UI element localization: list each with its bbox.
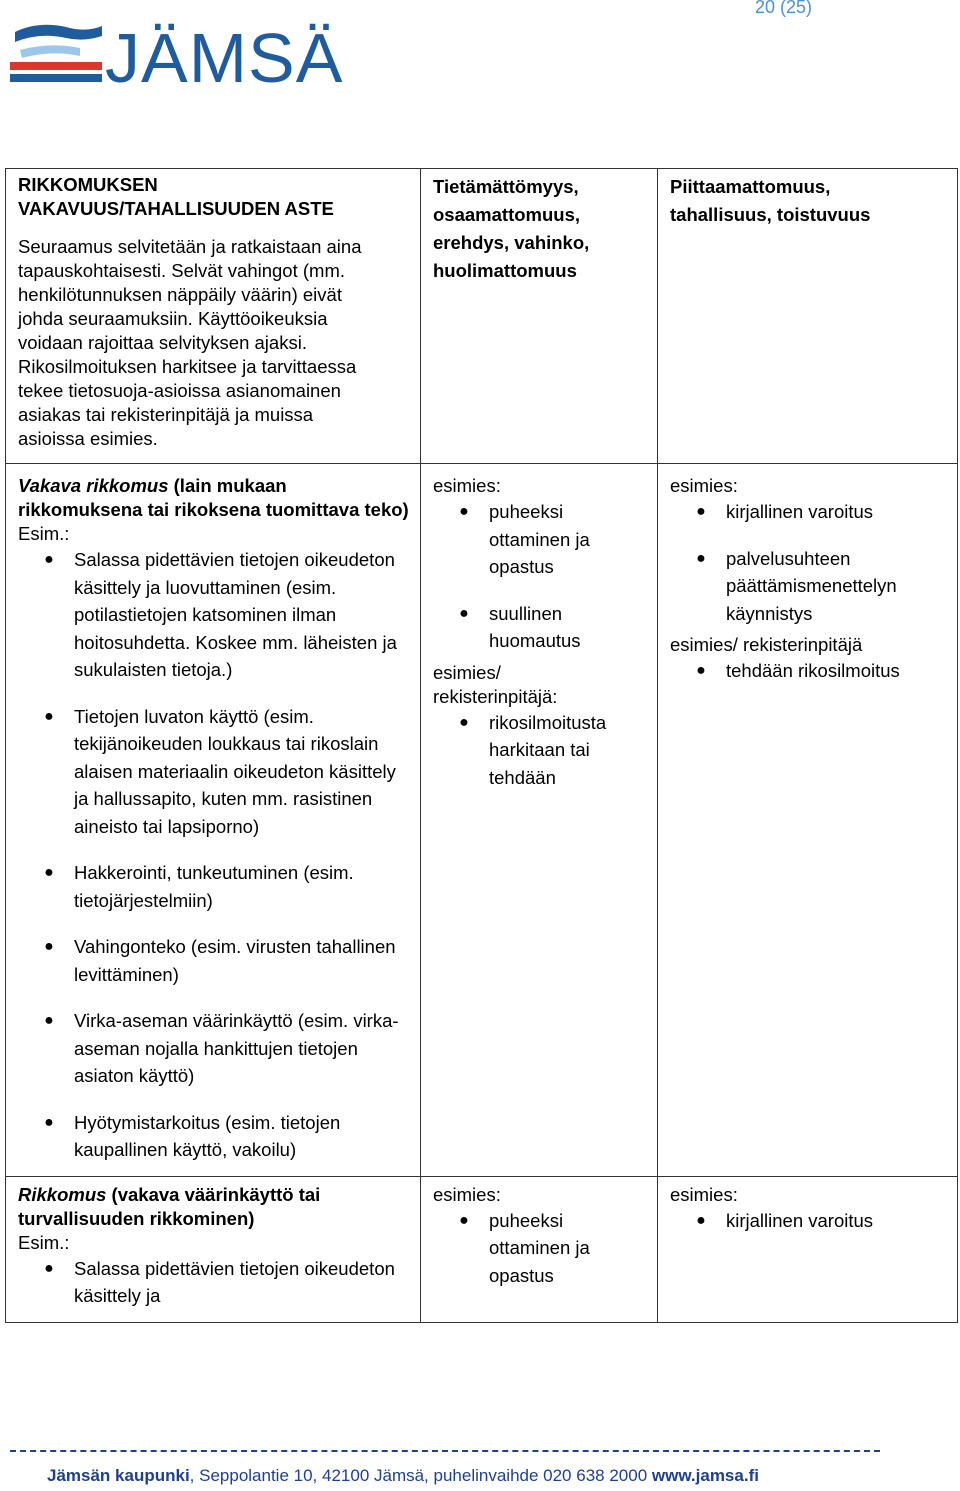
footer-city: Jämsän kaupunki [47, 1466, 190, 1485]
list-item: ● palvelusuhteen päättämismenettelyn käynnistys [670, 545, 949, 628]
bullet-icon: ● [44, 1113, 54, 1131]
bullet-icon: ● [44, 938, 54, 955]
column-header-negligence: Tietämättömyys, osaamattomuus, erehdys, vahinko, huolimattomuus [421, 169, 658, 464]
list-item: ● rikosilmoitusta harkitaan tai tehdään [433, 709, 649, 792]
serious-violation-row [6, 464, 958, 1177]
bullet-icon: ● [44, 1259, 54, 1277]
table-header-row [6, 169, 958, 464]
examples-label: Esim.: [18, 1231, 70, 1253]
bullet-icon: ● [459, 713, 469, 731]
footer [47, 1466, 759, 1486]
violation-heading: Rikkomus (vakava väärinkäyttö tai turvallisuuden rikkominen) [18, 1183, 321, 1229]
bullet-icon: ● [459, 503, 469, 520]
list-item: ● kirjallinen varoitus [670, 1207, 949, 1235]
list-item: ● Tietojen luvaton käyttö (esim. tekijänoikeuden loukkaus tai rikoslain alaisen materiaalin oikeudeton käsittely ja hallussapito, kuten mm. rasistinen aineisto tai lapsiporno) [18, 703, 412, 841]
list-item: ● Hakkerointi, tunkeutuminen (esim. tietojärjestelmiin) [18, 859, 412, 914]
bullet-icon: ● [696, 1211, 706, 1229]
list-item: ● puheeksi ottaminen ja opastus [433, 498, 649, 581]
violation-negligence-cell: esimies: ● puheeksi ottaminen ja opastus [421, 1176, 658, 1322]
jamsa-logo [10, 18, 344, 98]
list-item: ● tehdään rikosilmoitus [670, 657, 949, 685]
violation-row [6, 1176, 958, 1322]
list-item: ● Virka-aseman väärinkäyttö (esim. virka-aseman nojalla hankittujen tietojen asiaton käyttö) [18, 1007, 412, 1090]
list-item: ● Hyötymistarkoitus (esim. tietojen kaupallinen käyttö, vakoilu) [18, 1109, 412, 1164]
severity-description: Seuraamus selvitetään ja ratkaistaan aina tapauskohtaisesti. Selvät vahingot (mm. henkilötunnuksen näppäily väärin) eivät johda seuraamuksiin. Käyttöoikeuksia voidaan rajoittaa selvityksen ajaksi. Rikosilmoituksen harkitsee ja tarvittaessa tekee tietosuoja-asioissa asianomainen asiakas tai rekisterinpitäjä ja muissa asioissa esimies. [18, 236, 362, 449]
serious-violation-intentional-cell: esimies: ● kirjallinen varoitus ● palvelusuhteen päättämismenettelyn käynnistys esimies/ rekisterinpitäjä ● tehdään rikosilmoitus [658, 464, 958, 1177]
violation-intentional-cell: esimies: ● kirjallinen varoitus [658, 1176, 958, 1322]
bullet-icon: ● [696, 503, 706, 520]
severity-title: RIKKOMUKSEN VAKAVUUS/TAHALLISUUDEN ASTE [18, 174, 334, 219]
list-item: ● kirjallinen varoitus [670, 498, 949, 526]
list-item: ● Salassa pidettävien tietojen oikeudeton käsittely ja [18, 1255, 412, 1310]
bullet-icon: ● [696, 549, 706, 567]
bullet-icon: ● [44, 551, 54, 568]
footer-divider [10, 1450, 880, 1452]
bullet-icon: ● [696, 662, 706, 679]
logo-emblem-icon [10, 18, 105, 98]
serious-violation-negligence-cell: esimies: ● puheeksi ottaminen ja opastus ● suullinen huomautus esimies/ rekisterinpitäjä: ● rikosilmoitusta harkitaan tai tehdään [421, 464, 658, 1177]
bullet-icon: ● [44, 1012, 54, 1029]
examples-label: Esim.: [18, 523, 70, 544]
column-header-intentional: Piittaamattomuus, tahallisuus, toistuvuus [658, 169, 958, 464]
serious-violation-examples-cell [6, 464, 421, 1177]
bullet-icon: ● [459, 604, 469, 622]
serious-violation-example-list [18, 546, 412, 1164]
bullet-icon: ● [44, 864, 54, 881]
list-item: ● Vahingonteko (esim. virusten tahallinen levittäminen) [18, 933, 412, 988]
severity-description-cell [6, 169, 421, 464]
logo-text: JÄMSÄ [105, 19, 344, 97]
violation-severity-table [5, 168, 958, 1323]
list-item: ● Salassa pidettävien tietojen oikeudeton käsittely ja luovuttaminen (esim. potilastietojen katsominen ilman hoitosuhdetta. Koskee mm. läheisten ja sukulaisten tietoja.) [18, 546, 412, 684]
serious-violation-heading: Vakava rikkomus (lain mukaan rikkomuksena tai rikoksena tuomittava teko) [18, 475, 409, 520]
list-item: ● suullinen huomautus [433, 600, 649, 655]
list-item: ● puheeksi ottaminen ja opastus [433, 1207, 649, 1290]
page-number: 20 (25) [754, 0, 812, 17]
footer-website-link[interactable]: www.jamsa.fi [651, 1466, 759, 1485]
bullet-icon: ● [459, 1211, 469, 1229]
violation-examples-cell [6, 1176, 421, 1322]
footer-address: , Seppolantie 10, 42100 Jämsä, puhelinvaihde 020 638 2000 [189, 1466, 652, 1485]
bullet-icon: ● [44, 707, 54, 725]
